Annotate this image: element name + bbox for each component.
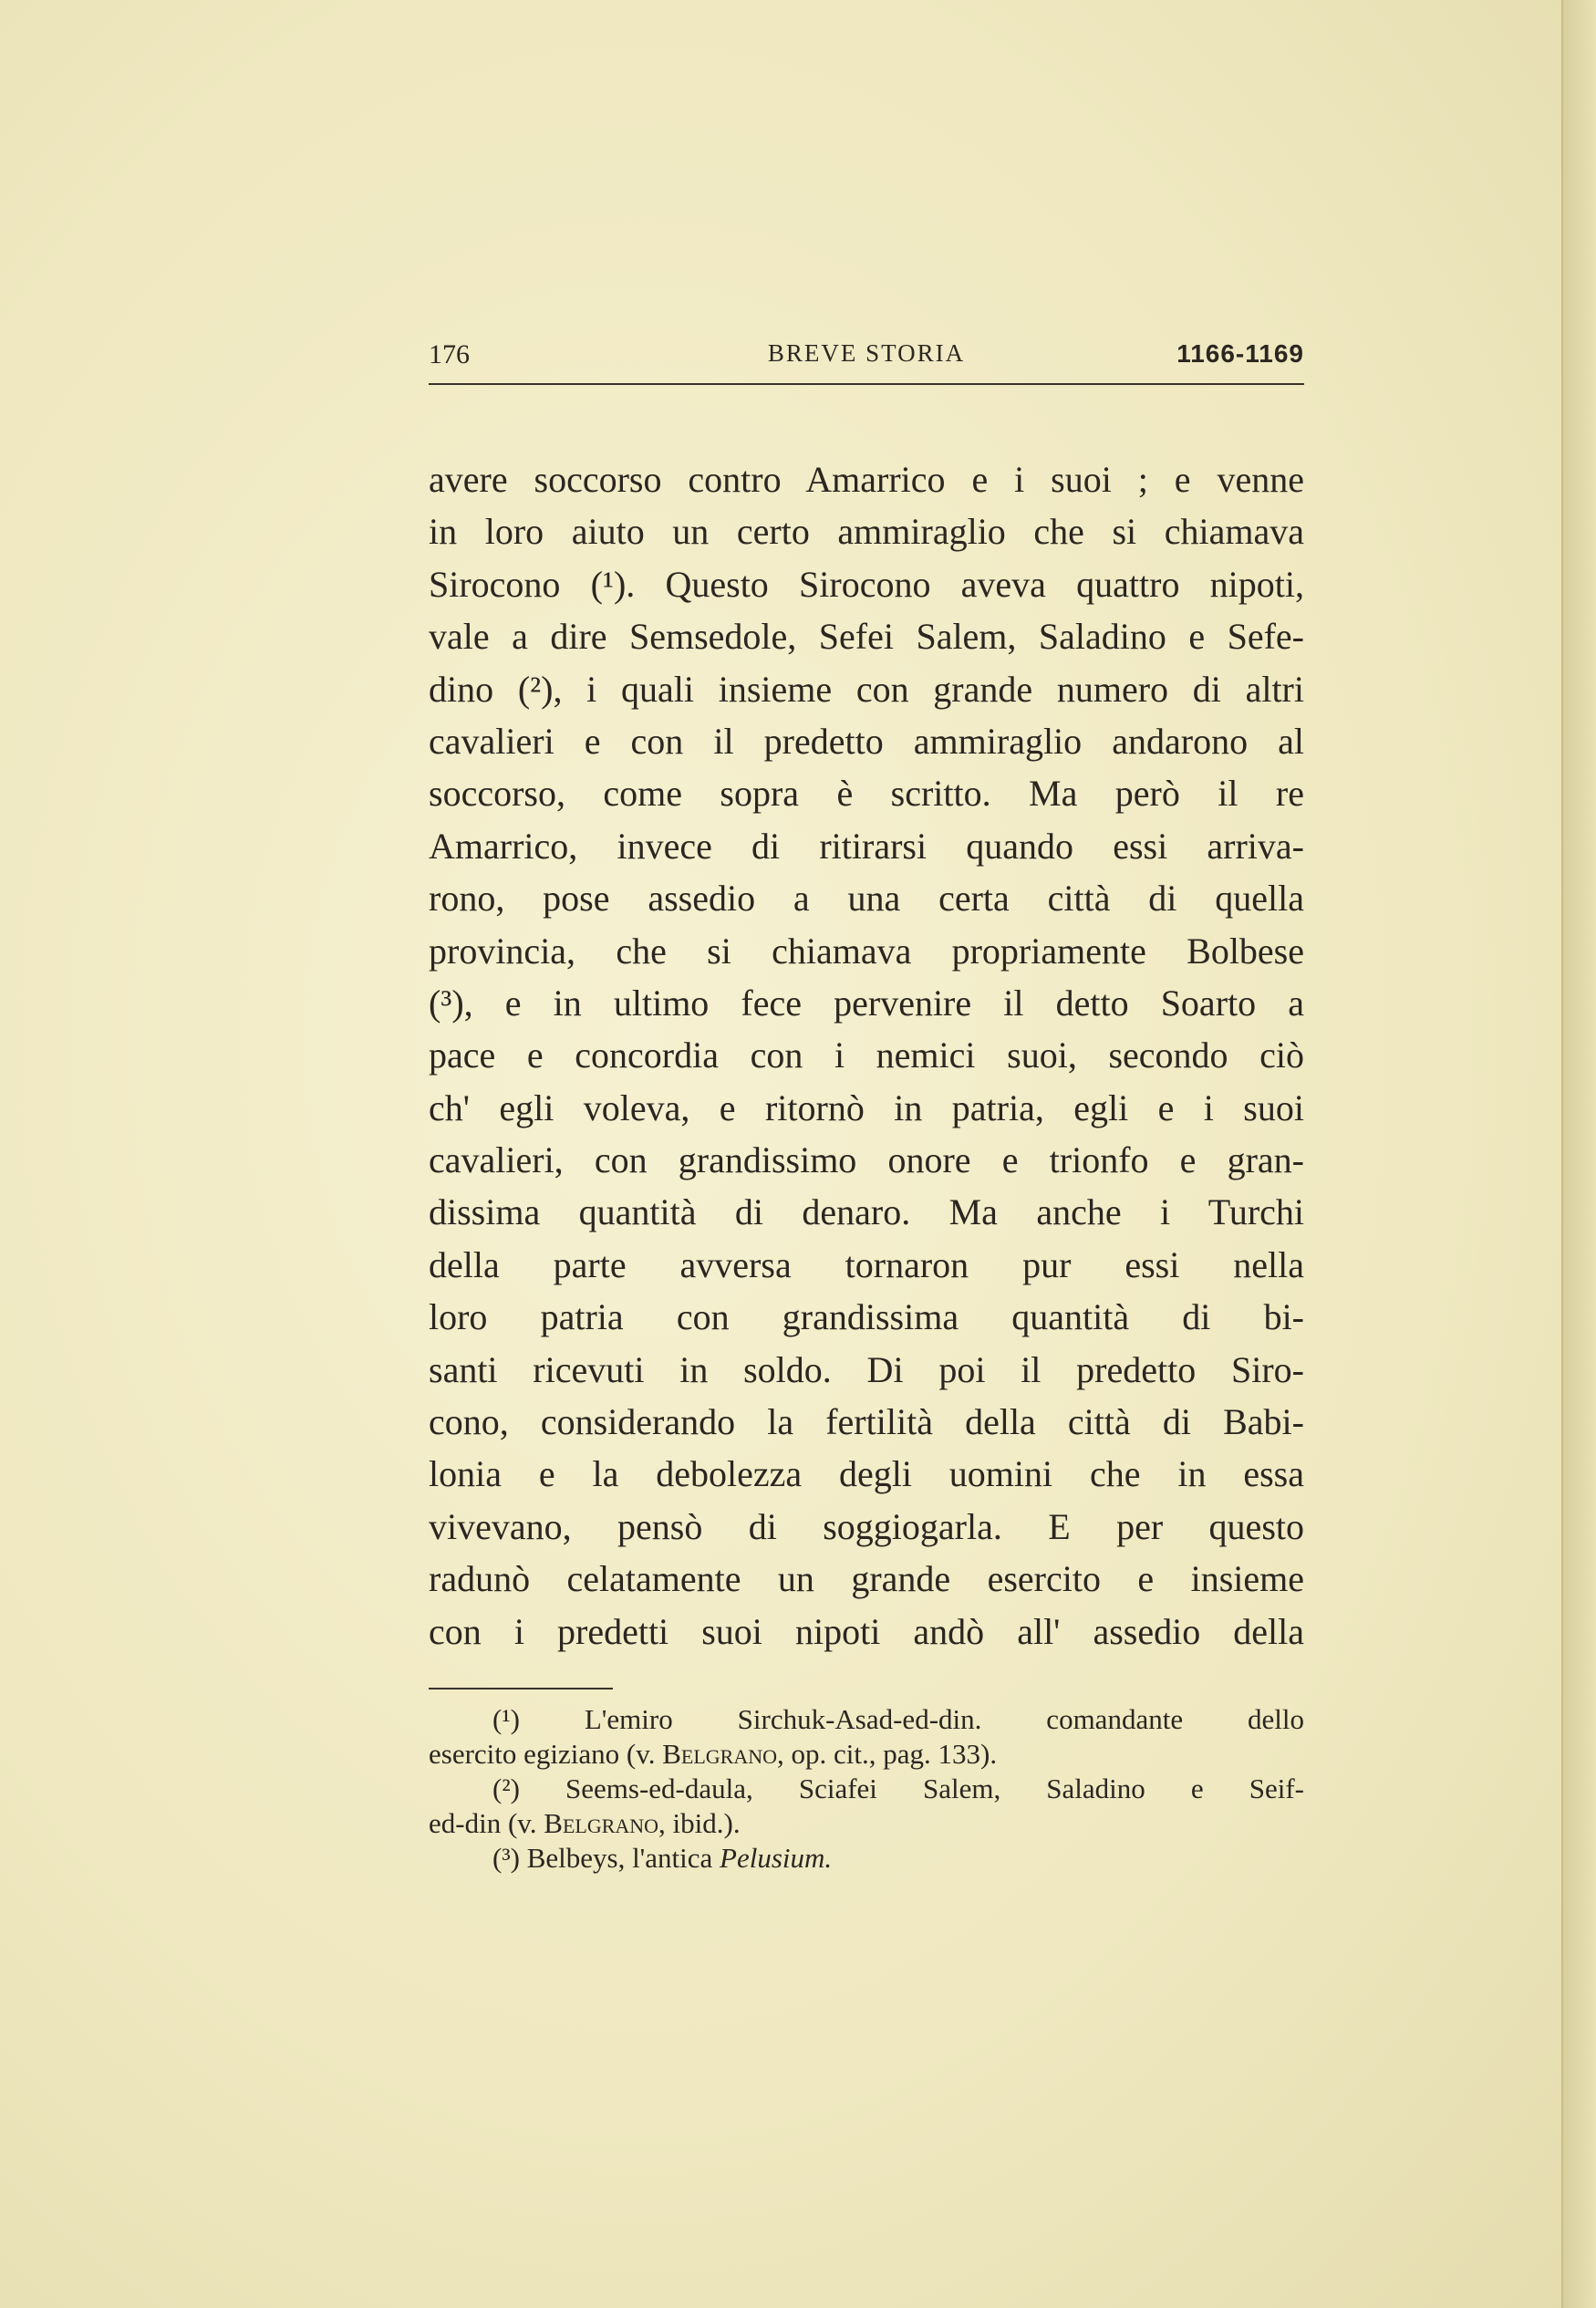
text-line: radunò celatamente un grande esercito e insieme: [429, 1558, 1304, 1600]
footnote-text: (³) Belbeys, l'antica: [492, 1842, 720, 1874]
author-name: Belgrano: [662, 1738, 777, 1770]
text-line: della parte avversa tornaron pur essi nella: [429, 1243, 1304, 1285]
text-line: lonia e la debolezza degli uomini che in essa: [429, 1453, 1304, 1495]
main-text: [429, 453, 1304, 1658]
footnote-text: , ibid.).: [658, 1807, 741, 1839]
footnote-text: , op. cit., pag. 133).: [777, 1738, 998, 1770]
text-line: dissima quantità di denaro. Ma anche i Turchi: [429, 1191, 1304, 1233]
footnotes: [429, 1702, 1304, 1876]
footnote-1-line-1: (¹) L'emiro Sirchuk-Asad-ed-din. comandante dello: [492, 1703, 1304, 1735]
footnote-text: esercito egiziano (v.: [429, 1738, 663, 1770]
footnote-rule: [429, 1688, 613, 1689]
page-number: 176: [429, 339, 470, 369]
footnote-1-line-2: [429, 1737, 1304, 1772]
text-line: vale a dire Semsedole, Sefei Salem, Saladino e Sefe-: [429, 616, 1304, 658]
running-years: 1166-1169: [1176, 339, 1304, 368]
text-line: soccorso, come sopra è scritto. Ma però il re: [429, 773, 1304, 815]
latin-name: Pelusium.: [720, 1842, 833, 1874]
text-line: dino (²), i quali insieme con grande numero di altri: [429, 668, 1304, 710]
text-line: provincia, che si chiamava propriamente Bolbese: [429, 930, 1304, 972]
header-rule: [429, 383, 1304, 385]
running-title: BREVE STORIA: [767, 339, 966, 367]
text-line: avere soccorso contro Amarrico e i suoi ; e venne: [429, 459, 1304, 500]
text-line: cavalieri, con grandissimo onore e trionfo e gran-: [429, 1139, 1304, 1181]
text-line: ch' egli voleva, e ritornò in patria, egli e i suoi: [429, 1086, 1304, 1128]
text-line: con i predetti suoi nipoti andò all' assedio della: [429, 1610, 1304, 1652]
text-line: Amarrico, invece di ritirarsi quando essi arriva-: [429, 825, 1304, 867]
footnote-2-line-2: [429, 1806, 1304, 1841]
author-name: Belgrano: [544, 1807, 659, 1839]
text-line: cavalieri e con il predetto ammiraglio andarono al: [429, 720, 1304, 762]
running-head: [429, 339, 1304, 379]
text-line: rono, pose assedio a una certa città di quella: [429, 878, 1304, 920]
footnote-3: [429, 1841, 1304, 1876]
text-line: santi ricevuti in soldo. Di poi il predetto Siro-: [429, 1348, 1304, 1390]
text-line: (³), e in ultimo fece pervenire il detto Soarto a: [429, 982, 1304, 1024]
text-line: Sirocono (¹). Questo Sirocono aveva quattro nipoti,: [429, 563, 1304, 605]
text-line: loro patria con grandissima quantità di bi-: [429, 1296, 1304, 1338]
footnote-text: ed-din (v.: [429, 1807, 544, 1839]
text-line: pace e concordia con i nemici suoi, secondo ciò: [429, 1034, 1304, 1076]
page-edge: [1561, 0, 1596, 2308]
text-line: in loro aiuto un certo ammiraglio che si chiamava: [429, 511, 1304, 553]
footnote-2-line-1: (²) Seems-ed-daula, Sciafei Salem, Saladino e Seif-: [492, 1773, 1304, 1804]
text-line: vivevano, pensò di soggiogarla. E per questo: [429, 1505, 1304, 1547]
text-line: cono, considerando la fertilità della città di Babi-: [429, 1401, 1304, 1443]
